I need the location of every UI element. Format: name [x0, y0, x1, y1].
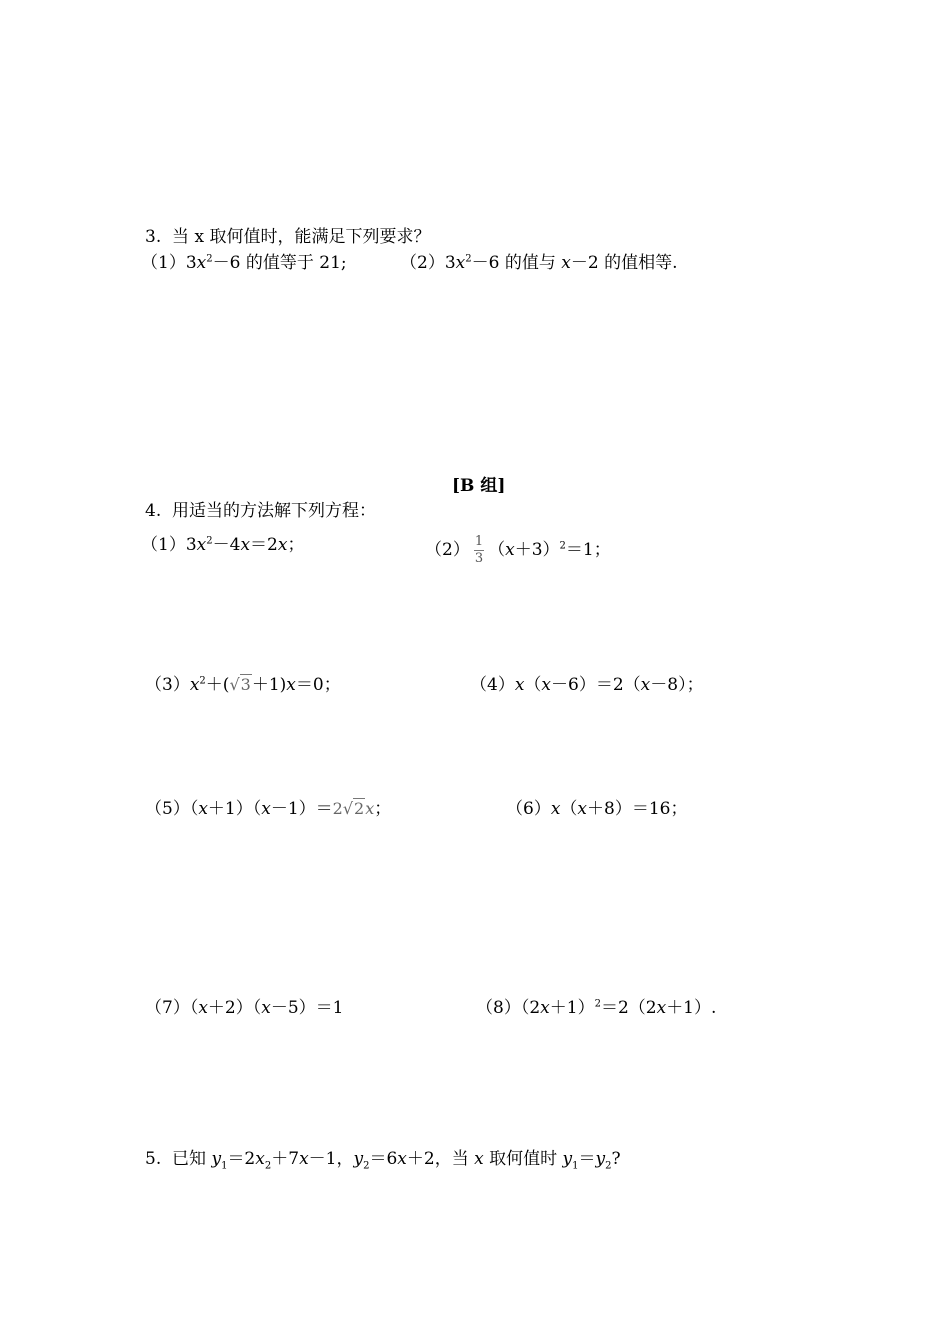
q4-item-7: （7）（x＋2）（x－5）＝1 — [145, 998, 344, 1018]
q3-number: 3. — [145, 227, 162, 247]
q4-item-5: （5）（x＋1）（x－1）＝2√2x； — [145, 799, 392, 819]
group-b-title: [B 组] — [452, 476, 506, 496]
q5-number: 5. — [145, 1149, 162, 1169]
q4-item-6: （6）x（x＋8）＝16； — [506, 799, 688, 819]
q3-part1: $(1)3x^2-6$ 的值等于 21; — [141, 253, 347, 273]
q4-item-4: （4）x（x－6）＝2（x－8）； — [470, 675, 704, 695]
q3-part2: $(2)3x^2-6$ 的值与 x－2 的值相等. — [400, 253, 678, 273]
q4-item-2: （2） $\frac{1}{3}$ $(x+3)^2=1$； — [425, 534, 611, 566]
sqrt-3: √3 — [229, 675, 251, 694]
fraction-one-third: $\frac{1}{3}$ — [474, 534, 484, 566]
q4-number: 4. — [145, 501, 162, 521]
q4-item-8: $(8)(2x+1)^2=2(2x+1)$. — [476, 998, 717, 1018]
sqrt-2: 2√2x — [332, 799, 375, 818]
q3-heading — [145, 226, 430, 248]
q4-text: 用适当的方法解下列方程： — [172, 501, 377, 521]
q4-item-3: $(3)x^2+(√3+1)x=0$； — [145, 675, 341, 695]
q4-heading — [145, 500, 376, 522]
q3-text: 当 x 取何值时，能满足下列要求？ — [172, 227, 431, 247]
q4-item-1: $(1)3x^2-4x=2x$； — [141, 535, 305, 555]
q5-heading: 5. 已知 $y_1=2x_2+7x-1$，$y_2=6x+2$，当 x 取何值时 $y_1=y_2$? — [145, 1149, 621, 1172]
